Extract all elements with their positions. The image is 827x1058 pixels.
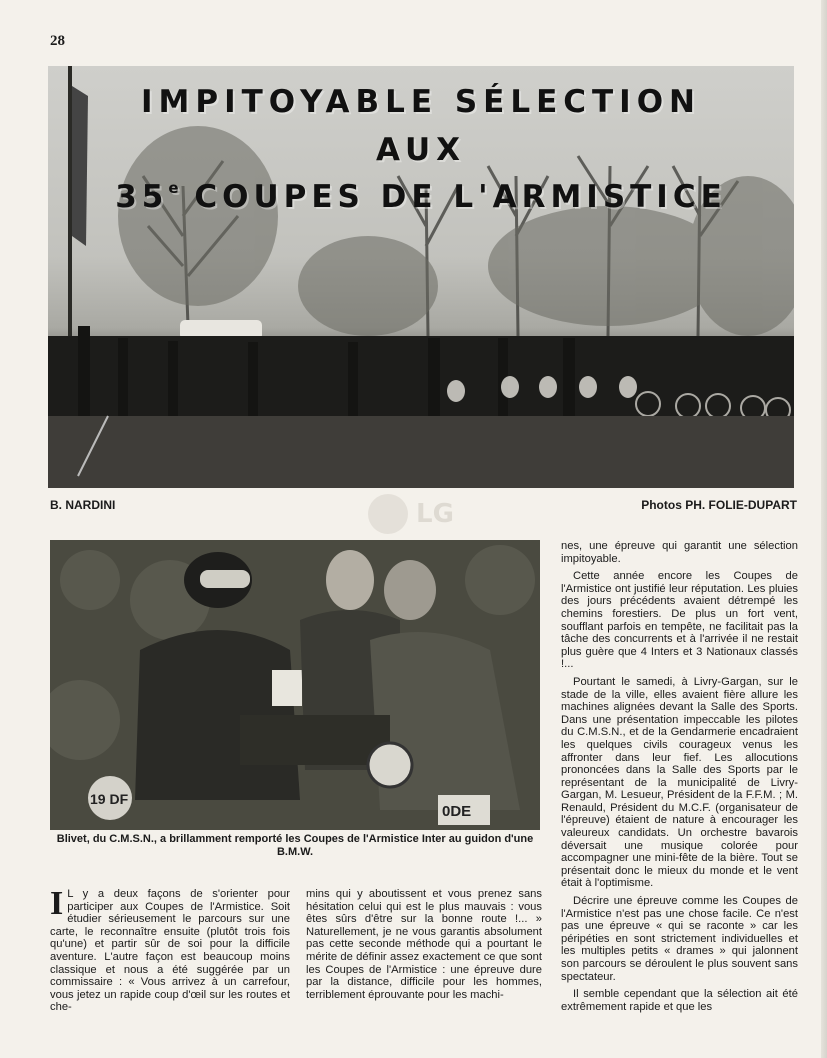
article-column-3 (561, 540, 798, 1018)
paragraph: nes, une épreuve qui garantit une sélection impitoyable. (561, 540, 798, 565)
headline-line-3 (48, 179, 794, 215)
paragraph: mins qui y aboutissent et vous prenez sans hésitation celui qui est le plus mauvais : vous êtes sûrs d'être sur la bonne route !... » Naturellement, je ne vous garantis absolument pas cette seconde méthode qui a pourtant le mérite de définir assez exactement ce que sont les Coupes de l'Armistice : une épreuve dure par la distance, difficile pour les hommes, terriblement éprouvante pour les machi- (306, 888, 542, 1001)
paragraph: Pourtant le samedi, à Livry-Gargan, sur le stade de la ville, elles avaient fière allure les machines alignées devant la Salle des Sports. Dans une présentation impeccable les pilotes du C.M.S.N., et de la Gendarmerie encadraient les quelques civils courageux venus les affronter dans leur fief. Les allocutions prononcées dans la Salle des Sports par le représentant de la municipalité de Livry-Gargan, M. Lesueur, Président de la F.F.M. ; M. Renauld, Président du M.C.F. (organisateur de l'épreuve) étaient de nature à encourager les valeureux candidats. Un orchestre bavarois déversait une musique colorée pour accompagner une mini-fête de la bière. Tout se présentait donc le mieux du monde et le vent était à l'optimisme. (561, 675, 798, 890)
photo-credit: Photos PH. FOLIE-DUPART (641, 498, 797, 512)
paragraph: Il semble cependant que la sélection ait été extrêmement rapide et que les (561, 988, 798, 1013)
headline-edition-suffix: e (168, 179, 179, 197)
headline-line-3-text: COUPES DE L'ARMISTICE (194, 179, 727, 215)
plate-text-2: 0DE (442, 803, 472, 820)
paragraph: Décrire une épreuve comme les Coupes de l'Armistice n'est pas une chose facile. Ce n'est pas une épreuve « qui se raconte » car les péripéties en sont strictement individuelles et les multiples petits « drames » qui jalonnent son parcours se déroulent le plus souvent sans spectateur. (561, 895, 798, 983)
plate-text: 19 DF (90, 791, 129, 807)
watermark-text: LG (416, 499, 454, 529)
paragraph (50, 885, 290, 1014)
paragraph-text: L y a deux façons de s'orienter pour participer aux Coupes de l'Armistice. Soit étudier sérieusement le parcours sur une carte, le reconnaître ensuite (plutôt trois fois qu'une) et partir sûr de soi pour la difficile aventure. L'autre façon est beaucoup moins classique et nous a été suggérée par un commissaire : « Vous arrivez à un carrefour, vous jetez un rapide coup d'œil sur les routes et che- (50, 888, 290, 1014)
photo-caption: Blivet, du C.M.S.N., a brillamment remporté les Coupes de l'Armistice Inter au guidon d'une B.M.W. (56, 833, 534, 858)
article-column-2 (306, 888, 542, 1006)
rider-photo (50, 540, 540, 830)
headline-line-1: IMPITOYABLE SÉLECTION (140, 84, 701, 120)
hero-photo-scene (48, 66, 794, 488)
hero-photo (48, 66, 794, 488)
headline-line-2: AUX (375, 132, 467, 168)
article-column-1 (50, 885, 290, 1019)
headline-edition-number: 35 (115, 179, 169, 215)
author-credit: B. NARDINI (50, 498, 116, 512)
page-edge (821, 0, 827, 1058)
paragraph: Cette année encore les Coupes de l'Armistice ont justifié leur réputation. Les pluies des jours précédents avaient détrempé les chemins forestiers. De plus un fort vent, soufflant parfois en tempête, ne facilitait pas la tâche des concurrents et à l'arrivée il ne restait plus guère que 4 Inters et 3 Nationaux classés !... (561, 570, 798, 671)
page-number: 28 (50, 33, 65, 49)
rider-photo-scene (50, 540, 540, 830)
drop-cap: I (50, 885, 64, 922)
watermark-logo (358, 488, 468, 538)
